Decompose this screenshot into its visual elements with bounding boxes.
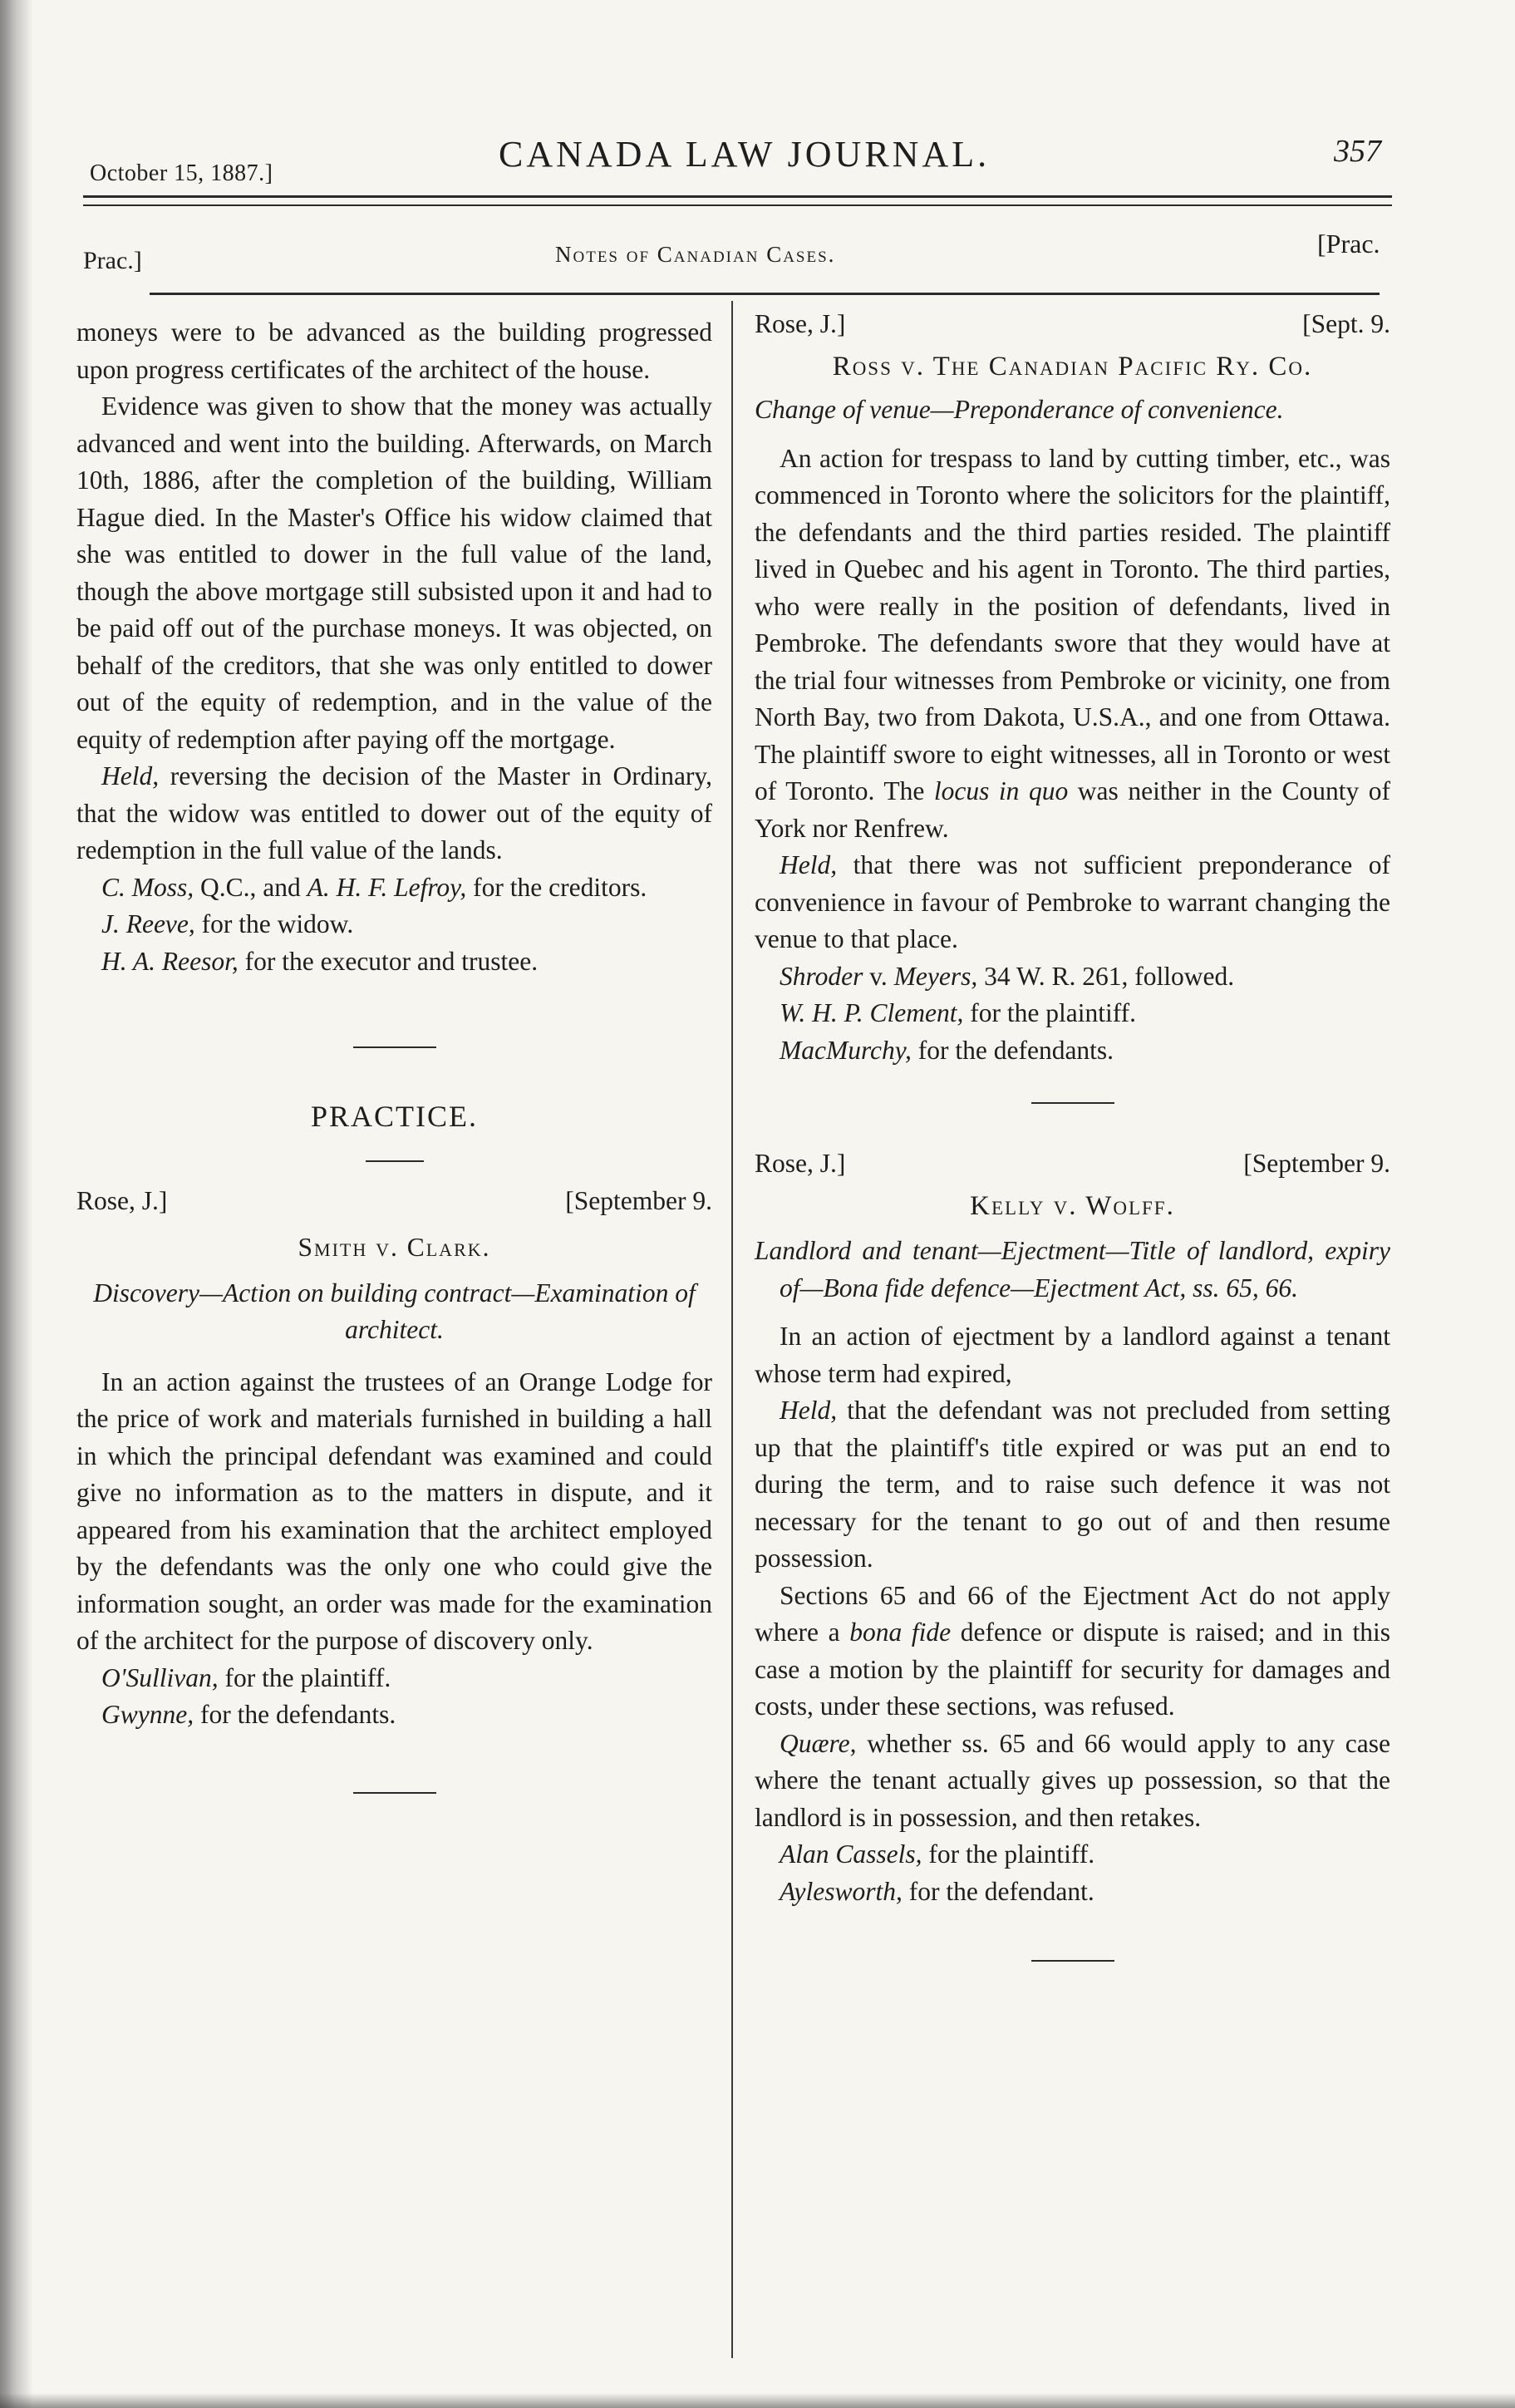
header-rule-top — [83, 195, 1392, 198]
paragraph: Held, reversing the decision of the Master in Ordinary, that the widow was entitled to dower out of the equity of redemption in the full value of the lands. — [76, 761, 712, 864]
section-separator — [353, 1792, 436, 1794]
case-date: [September 9. — [1243, 1149, 1390, 1178]
counsel-line: O'Sullivan, for the plaintiff. — [101, 1662, 391, 1692]
case-header — [755, 306, 1390, 343]
counsel-line: J. Reeve, for the widow. — [101, 909, 354, 938]
case-header — [76, 1183, 712, 1220]
paragraph: Held, that there was not sufficient preponderance of convenience in favour of Pembroke to warrant changing the venue to that place. — [755, 850, 1390, 953]
subheader-rule — [150, 293, 1380, 295]
section-marker-left: Prac.] — [83, 247, 142, 274]
citation-line: Shroder v. Meyers, 34 W. R. 261, followed. — [780, 961, 1235, 991]
section-marker-right: [Prac. — [1317, 229, 1380, 259]
case-headnote: Discovery—Action on building contract—Examination of architect. — [93, 1278, 696, 1344]
counsel-line: Alan Cassels, for the plaintiff. — [780, 1839, 1095, 1869]
section-title: Notes of Canadian Cases. — [555, 242, 836, 267]
issue-date: October 15, 1887.] — [90, 160, 273, 186]
column-divider — [731, 301, 733, 2358]
counsel-line: Aylesworth, for the defendant. — [780, 1876, 1094, 1906]
paragraph: Held, that the defendant was not precluded from setting up that the plaintiff's title expired or was put an end to during the term, and to raise such defence it was not necessary for the tenant to go out of and then resume possession. — [755, 1396, 1390, 1573]
right-column — [755, 306, 1390, 1962]
counsel-line: C. Moss, Q.C., and A. H. F. Lefroy, for the creditors. — [101, 872, 647, 902]
paragraph: Quære, whether ss. 65 and 66 would apply to any case where the tenant actually gives up possession, so that the landlord is in possession, and then retakes. — [755, 1728, 1390, 1832]
section-heading: PRACTICE. — [310, 1100, 479, 1133]
case-headnote: Landlord and tenant—Ejectment—Title of landlord, expiry of—Bona fide defence—Ejectment Act, ss. 65, 66. — [755, 1236, 1390, 1302]
paragraph: Evidence was given to show that the money was actually advanced and went into the building. Afterwards, on March 10th, 1886, after the completion of the building, William Hague died. In the Master's Office his widow claimed that she was entitled to dower in the full value of the land, though the above mortgage still subsisted upon it and had to be paid off out of the purchase moneys. It was objected, on behalf of the creditors, that she was only entitled to dower out of the equity of redemption, and in the value of the equity of redemption after paying off the mortgage. — [76, 391, 712, 754]
case-body: In an action against the trustees of an Orange Lodge for the price of work and materials furnished in building a hall in which the principal defendant was examined and could give no information as to the matters in dispute, and it appeared from his examination that the architect employed by the defendants was the only one who could give the information sought, an order was made for the examination of the architect for the purpose of discovery only. — [76, 1367, 712, 1655]
judge-name: Rose, J.] — [76, 1185, 168, 1215]
case-title: Smith v. Clark. — [298, 1233, 491, 1262]
held-label: Held, — [101, 761, 160, 790]
page-edge-shadow — [0, 0, 33, 2408]
case-body: An action for trespass to land by cutting timber, etc., was commenced in Toronto where the solicitors for the plaintiff, the defendants and the third parties resided. The plaintiff lived in Quebec and his agent in Toronto. The third parties, who were really in the position of defendants, lived in Pembroke. The defendants swore that they would have at the trial four witnesses from Pembroke or vicinity, one from North Bay, two from Dakota, U.S.A., and one from Ottawa. The plaintiff swore to eight witnesses, all in Toronto or west of Toronto. The locus in quo was neither in the County of York nor Renfrew. — [755, 443, 1390, 843]
header-rule-bottom — [83, 204, 1392, 206]
judge-name: Rose, J.] — [755, 1149, 846, 1178]
counsel-line: H. A. Reesor, for the executor and trustee. — [101, 946, 539, 976]
page-number: 357 — [1334, 134, 1381, 169]
section-separator — [1031, 1960, 1114, 1962]
case-title: Kelly v. Wolff. — [970, 1190, 1175, 1221]
case-headnote: Change of venue—Preponderance of convenience. — [755, 395, 1284, 424]
page-bottom-shadow — [0, 2393, 1515, 2408]
case-date: [September 9. — [565, 1185, 712, 1215]
case-title: Ross v. The Canadian Pacific Ry. Co. — [832, 351, 1313, 382]
judge-name: Rose, J.] — [755, 309, 846, 338]
paragraph: Sections 65 and 66 of the Ejectment Act do not apply where a bona fide defence or dispute is raised; and in this case a motion by the plaintiff for security for damages and costs, under these sections, was refused. — [755, 1580, 1390, 1721]
journal-title: CANADA LAW JOURNAL. — [499, 134, 991, 175]
counsel-line: MacMurchy, for the defendants. — [780, 1035, 1114, 1065]
paragraph: In an action of ejectment by a landlord against a tenant whose term had expired, — [755, 1322, 1390, 1388]
running-header — [0, 0, 1515, 199]
left-column — [76, 314, 712, 1794]
case-header — [755, 1145, 1390, 1183]
counsel-line: W. H. P. Clement, for the plaintiff. — [780, 998, 1137, 1027]
case-date: [Sept. 9. — [1302, 309, 1390, 338]
paragraph: moneys were to be advanced as the building progressed upon progress certificates of the architect of the house. — [76, 318, 712, 384]
counsel-line: Gwynne, for the defendants. — [101, 1700, 396, 1729]
